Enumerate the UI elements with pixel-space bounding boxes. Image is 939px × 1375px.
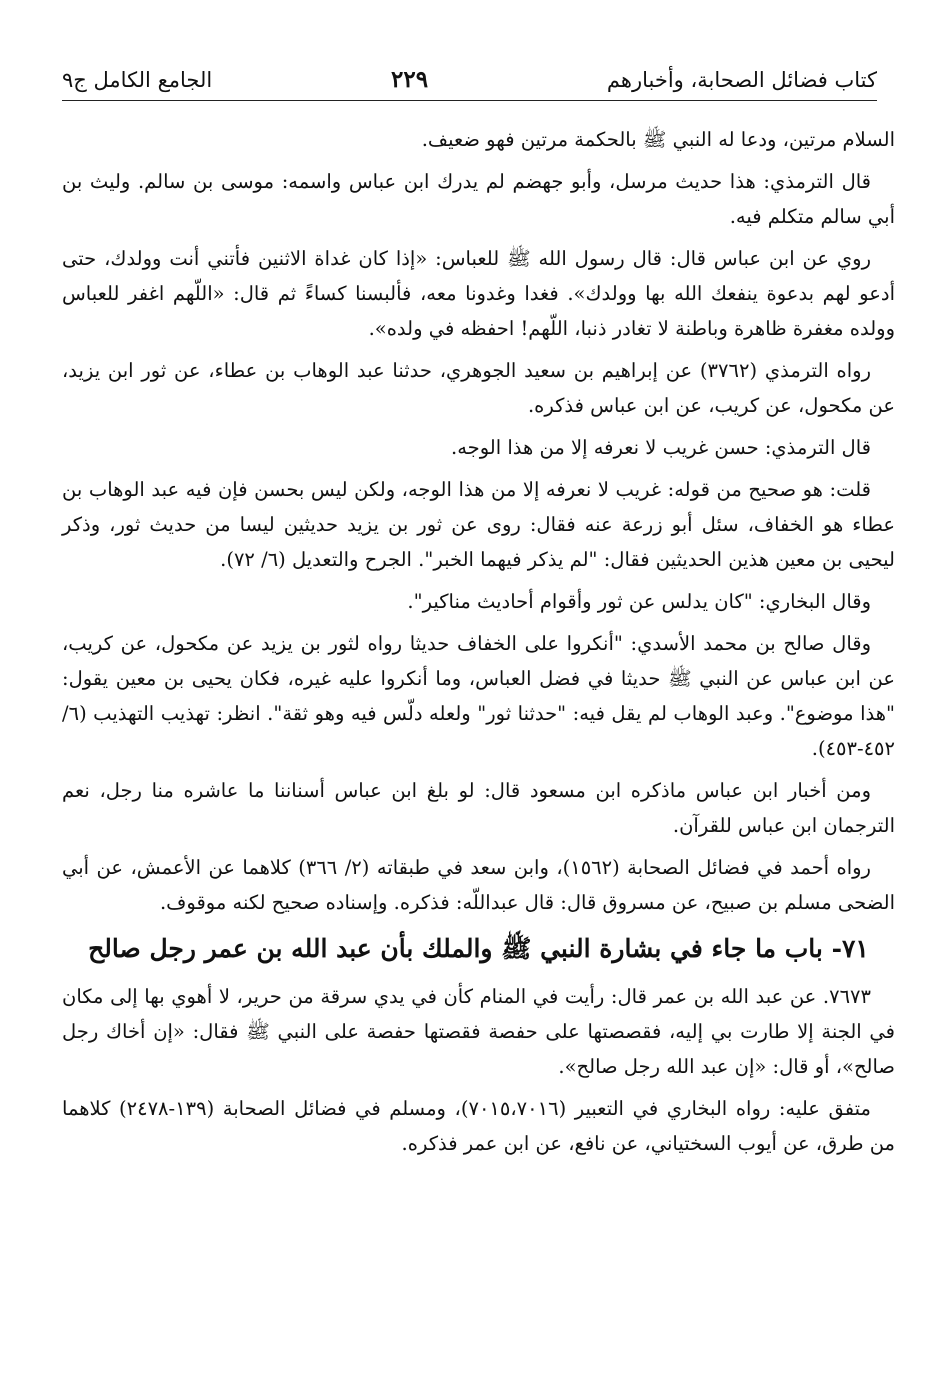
- paragraph: السلام مرتين، ودعا له النبي ﷺ بالحكمة مرتين فهو ضعيف.: [421, 128, 895, 151]
- paragraph: قلت: هو صحيح من قوله: غريب لا نعرفه إلا من هذا الوجه، ولكن ليس بحسن فإن فيه عبد الوهاب بن عطاء هو الخفاف، سئل أبو زرعة عنه فقال: روى عن ثور بن يزيد حديثين ليسا من حديث ثور، وذكر ليحيى بن معين هذين الحديثين فقال: "لم يذكر فيهما الخبر". الجرح والتعديل (٦/ ٧٢).: [62, 478, 895, 571]
- header-divider: [62, 100, 877, 101]
- paragraph: ومن أخبار ابن عباس ماذكره ابن مسعود قال: لو بلغ ابن عباس أسناننا ما عاشره منا رجل، نعم الترجمان ابن عباس للقرآن.: [62, 779, 895, 837]
- running-header: [62, 58, 877, 92]
- paragraph: قال الترمذي: حسن غريب لا نعرفه إلا من هذا الوجه.: [451, 436, 871, 459]
- volume-label: الجامع الكامل ج٩: [62, 67, 213, 92]
- paragraph: وقال صالح بن محمد الأسدي: "أنكروا على الخفاف حديثا رواه لثور بن يزيد عن مكحول، عن كريب، عن ابن عباس عن النبي ﷺ حديثا في فضل العباس، وما أنكروا عليه غيره، فكان يحيى بن معين يقول: "هذا موضوع". وعبد الوهاب لم يقل فيه: "حدثنا ثور" ولعله دلّس فيه وهو ثقة". انظر: تهذيب التهذيب (٦/ ٤٥٢-٤٥٣).: [62, 632, 895, 760]
- hadith-paragraph: ٧٦٧٣. عن عبد الله بن عمر قال: رأيت في المنام كأن في يدي سرقة من حرير، لا أهوي بها إلى مكان في الجنة إلا طارت بي إليه، فقصصتها على حفصة فقصتها حفصة على النبي ﷺ فقال: «إن أخاك رجل صالح»، أو قال: «إن عبد الله رجل صالح».: [62, 985, 895, 1078]
- chapter-heading: ٧١- باب ما جاء في بشارة النبي ﷺ والملك بأن عبد الله بن عمر رجل صالح: [88, 934, 869, 963]
- paragraph: روي عن ابن عباس قال: قال رسول الله ﷺ للعباس: «إذا كان غداة الاثنين فأتني أنت وولدك، حتى أدعو لهم بدعوة ينفعك الله بها وولدك». فغدا وغدونا معه، فألبسنا كساءً ثم قال: «اللّهم اغفر للعباس وولده مغفرة ظاهرة وباطنة لا تغادر ذنبا، اللّهم! احفظه في ولده».: [62, 247, 895, 340]
- paragraph: رواه أحمد في فضائل الصحابة (١٥٦٢)، وابن سعد في طبقاته (٢/ ٣٦٦) كلاهما عن الأعمش، عن أبي الضحى مسلم بن صبيح، عن مسروق قال: قال عبداللّه: فذكره. وإسناده صحيح لكنه موقوف.: [62, 856, 895, 914]
- page-number: ٢٢٩: [391, 65, 429, 93]
- paragraph: متفق عليه: رواه البخاري في التعبير (٧٠١٥،٧٠١٦)، ومسلم في فضائل الصحابة (١٣٩-٢٤٧٨) كلاهما من طرق، عن أيوب السختياني، عن نافع، عن ابن عمر فذكره.: [62, 1097, 895, 1155]
- book-title: كتاب فضائل الصحابة، وأخبارهم: [606, 67, 877, 92]
- page-body: [62, 122, 895, 1168]
- paragraph: رواه الترمذي (٣٧٦٢) عن إبراهيم بن سعيد الجوهري، حدثنا عبد الوهاب بن عطاء، عن ثور ابن يزيد، عن مكحول، عن كريب، عن ابن عباس فذكره.: [62, 359, 895, 417]
- paragraph: وقال البخاري: "كان يدلس عن ثور وأقوام أحاديث مناكير".: [407, 590, 871, 613]
- paragraph: قال الترمذي: هذا حديث مرسل، وأبو جهضم لم يدرك ابن عباس واسمه: موسى بن سالم. وليث بن أبي سالم متكلم فيه.: [62, 170, 895, 228]
